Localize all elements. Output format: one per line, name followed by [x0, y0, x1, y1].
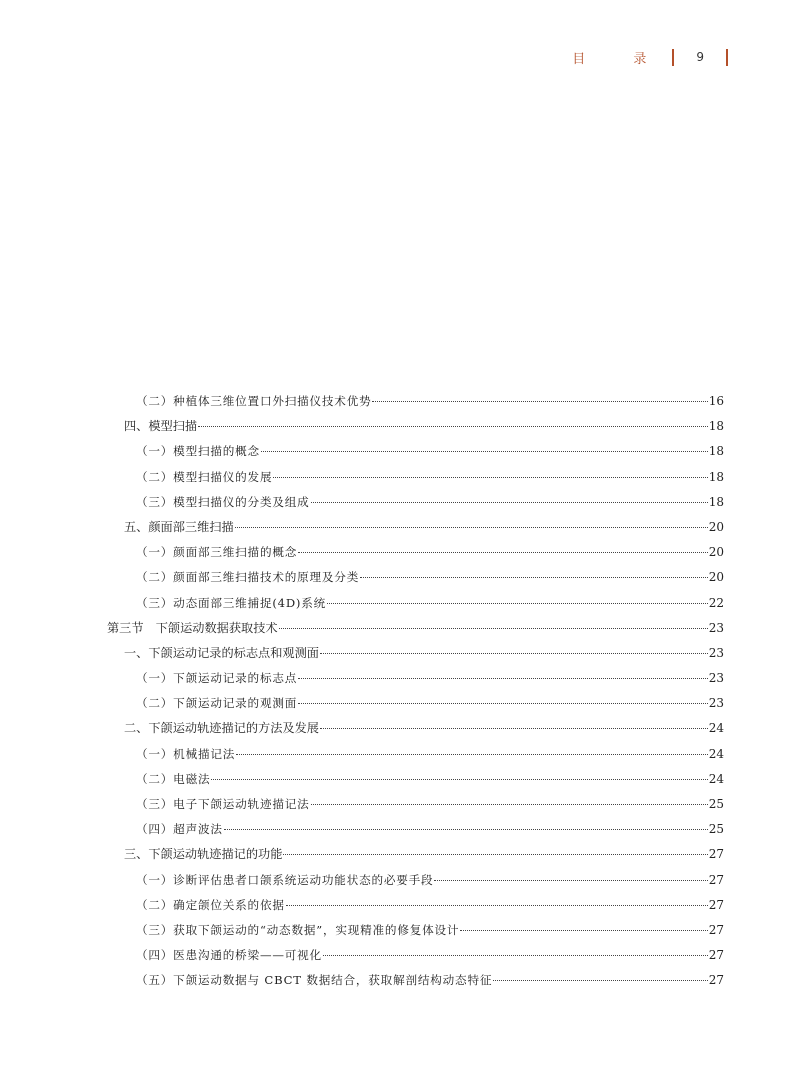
- toc-entry-page: 27: [708, 897, 724, 912]
- toc-dot-leader: [372, 401, 707, 402]
- page-number: 9: [696, 50, 704, 64]
- toc-dot-leader: [224, 829, 708, 830]
- toc-entry-title: （一）诊断评估患者口颌系统运动功能状态的必要手段: [136, 872, 434, 887]
- toc-entry-page: 27: [708, 922, 724, 937]
- toc-dot-leader: [283, 854, 707, 855]
- toc-dot-leader: [298, 678, 708, 679]
- toc-entry[interactable]: [107, 842, 724, 867]
- toc-dot-leader: [273, 477, 707, 478]
- toc-dot-leader: [298, 703, 708, 704]
- toc-entry-page: 18: [708, 419, 724, 434]
- toc-entry[interactable]: [107, 465, 724, 490]
- toc-entry-title: （二）确定颌位关系的依据: [136, 897, 285, 912]
- toc-dot-leader: [198, 426, 708, 427]
- toc-dot-leader: [236, 754, 708, 755]
- toc-entry-title: 第三节 下颌运动数据获取技术: [107, 620, 278, 635]
- toc-dot-leader: [327, 603, 708, 604]
- toc-entry-page: 27: [708, 973, 724, 988]
- toc-entry-page: 24: [708, 771, 724, 786]
- toc-entry-title: 一、下颌运动记录的标志点和观测面: [124, 645, 319, 660]
- toc-entry-title: （一）颜面部三维扫描的概念: [136, 545, 298, 560]
- toc-entry-page: 16: [708, 394, 724, 408]
- toc-entry[interactable]: [107, 691, 724, 716]
- toc-entry[interactable]: [107, 968, 724, 993]
- toc-entry-title: （二）下颌运动记录的观测面: [136, 696, 298, 711]
- toc-entry-page: 23: [708, 645, 724, 660]
- toc-entry-page: 23: [708, 620, 724, 635]
- toc-entry[interactable]: [107, 767, 724, 792]
- toc-dot-leader: [211, 779, 707, 780]
- toc-entry-page: 18: [708, 469, 724, 484]
- toc-entry-title: （三）电子下颌运动轨迹描记法: [136, 797, 310, 811]
- toc-entry-title: （三）获取下颌运动的“动态数据”，实现精准的修复体设计: [136, 922, 460, 937]
- toc-entry[interactable]: [107, 565, 724, 590]
- toc-entry-title: （五）下颌运动数据与 CBCT 数据结合，获取解剖结构动态特征: [136, 973, 493, 988]
- toc-entry-title: （三）模型扫描仪的分类及组成: [136, 494, 310, 509]
- toc-entry[interactable]: [107, 540, 724, 565]
- toc-dot-leader: [298, 552, 708, 553]
- toc-entry-title: （三）动态面部三维捕捉(4D)系统: [136, 595, 327, 610]
- toc-entry-title: （二）颜面部三维扫描技术的原理及分类: [136, 570, 360, 585]
- toc-entry-page: 27: [708, 847, 724, 862]
- toc-entry-page: 25: [708, 797, 724, 811]
- table-of-contents: [107, 389, 724, 994]
- toc-entry-title: （二）电磁法: [136, 771, 211, 786]
- toc-entry-title: （一）机械描记法: [136, 746, 236, 761]
- toc-entry-title: （一）模型扫描的概念: [136, 444, 260, 459]
- toc-dot-leader: [311, 804, 708, 805]
- toc-entry-title: 二、下颌运动轨迹描记的方法及发展: [124, 721, 319, 736]
- toc-entry[interactable]: [107, 389, 724, 414]
- toc-entry-title: 五、颜面部三维扫描: [124, 519, 234, 534]
- toc-entry-page: 23: [708, 696, 724, 711]
- toc-entry-title: （一）下颌运动记录的标志点: [136, 671, 298, 686]
- toc-entry[interactable]: [107, 616, 724, 641]
- toc-entry[interactable]: [107, 515, 724, 540]
- toc-entry[interactable]: [107, 817, 724, 842]
- toc-dot-leader: [434, 880, 707, 881]
- toc-dot-leader: [493, 980, 707, 981]
- toc-entry-page: 22: [708, 595, 724, 610]
- toc-entry[interactable]: [107, 868, 724, 893]
- toc-entry[interactable]: [107, 490, 724, 515]
- toc-entry[interactable]: [107, 943, 724, 968]
- toc-entry[interactable]: [107, 893, 724, 918]
- toc-entry[interactable]: [107, 792, 724, 817]
- toc-dot-leader: [279, 628, 708, 629]
- toc-entry[interactable]: [107, 641, 724, 666]
- toc-dot-leader: [460, 930, 707, 931]
- toc-entry-title: （四）超声波法: [136, 822, 223, 837]
- toc-entry-page: 24: [708, 721, 724, 736]
- toc-dot-leader: [261, 451, 708, 452]
- toc-dot-leader: [320, 653, 708, 654]
- toc-entry-title: （四）医患沟通的桥梁——可视化: [136, 948, 322, 963]
- toc-entry-title: 四、模型扫描: [124, 419, 198, 434]
- toc-entry-page: 25: [708, 822, 724, 837]
- toc-entry[interactable]: [107, 591, 724, 616]
- toc-entry-title: （二）模型扫描仪的发展: [136, 469, 273, 484]
- toc-entry[interactable]: [107, 918, 724, 943]
- toc-entry-page: 27: [708, 872, 724, 887]
- toc-entry-title: （二）种植体三维位置口外扫描仪技术优势: [136, 394, 372, 408]
- toc-entry-page: 20: [708, 545, 724, 560]
- toc-entry-page: 27: [708, 948, 724, 963]
- toc-entry-page: 24: [708, 746, 724, 761]
- toc-entry-page: 20: [708, 570, 724, 585]
- toc-entry[interactable]: [107, 666, 724, 691]
- toc-dot-leader: [320, 728, 708, 729]
- header-section-title: 目 录: [572, 51, 669, 67]
- header-divider: [726, 49, 728, 66]
- toc-entry[interactable]: [107, 414, 724, 439]
- toc-dot-leader: [360, 577, 708, 578]
- toc-dot-leader: [311, 502, 708, 503]
- toc-dot-leader: [286, 905, 708, 906]
- toc-entry-page: 18: [708, 494, 724, 509]
- toc-entry-page: 20: [708, 519, 724, 534]
- toc-entry[interactable]: [107, 439, 724, 464]
- toc-dot-leader: [323, 955, 708, 956]
- toc-entry[interactable]: [107, 716, 724, 741]
- toc-entry-title: 三、下颌运动轨迹描记的功能: [124, 847, 283, 862]
- toc-dot-leader: [235, 527, 708, 528]
- running-header: [572, 47, 728, 67]
- toc-entry[interactable]: [107, 742, 724, 767]
- toc-entry-page: 18: [708, 444, 724, 459]
- header-divider: [672, 49, 674, 66]
- toc-entry-page: 23: [708, 671, 724, 686]
